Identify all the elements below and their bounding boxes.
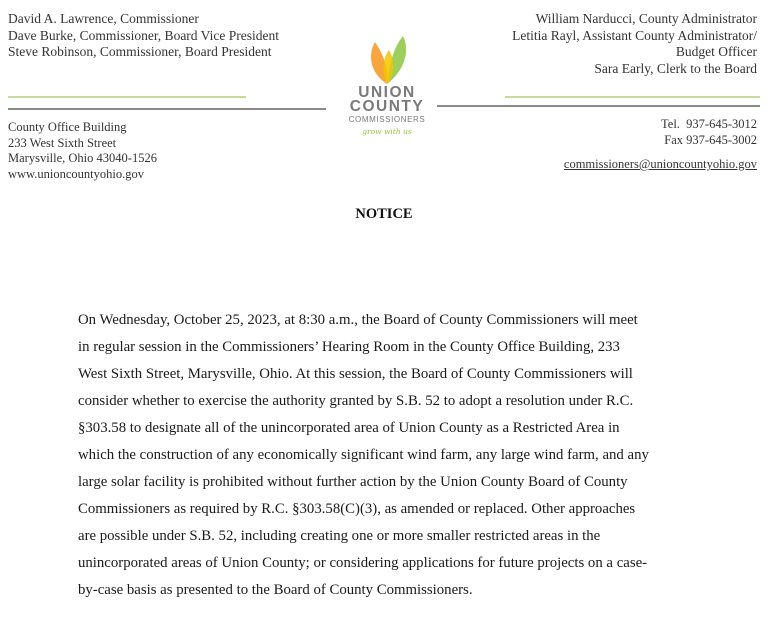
leaf-icon xyxy=(359,30,415,86)
logo-line-union: UNION xyxy=(358,84,416,101)
website-link[interactable]: www.unioncountyohio.gov xyxy=(8,166,144,181)
notice-line: unincorporated areas of Union County; or considering applications for future projects on a case- xyxy=(78,555,648,571)
commissioner-name: David A. Lawrence, Commissioner xyxy=(8,11,199,26)
notice-line: large solar facility is prohibited without further action by the Union County Board of County xyxy=(78,474,628,490)
commissioner-name: Dave Burke, Commissioner, Board Vice President xyxy=(8,27,279,43)
divider-dark-right xyxy=(437,105,760,107)
notice-title: NOTICE xyxy=(355,206,413,222)
divider-dark-left xyxy=(8,108,326,110)
logo-line-county: COUNTY xyxy=(349,98,425,115)
admin-name: William Narducci, County Administrator xyxy=(535,11,757,26)
commissioners-list xyxy=(8,11,279,61)
divider-green-right xyxy=(505,96,760,98)
notice-line: which the construction of any economically significant wind farm, any large wind farm, and any xyxy=(78,447,649,463)
commissioner-name: Steve Robinson, Commissioner, Board President xyxy=(8,44,272,59)
administration-list xyxy=(512,11,757,77)
notice-line: consider whether to exercise the authority granted by S.B. 52 to adopt a resolution under R.C. xyxy=(78,393,634,409)
logo-tagline: grow with us xyxy=(362,127,412,136)
admin-name: Budget Officer xyxy=(675,44,757,59)
office-address xyxy=(8,120,157,182)
email-link[interactable]: commissioners@unioncountyohio.gov xyxy=(563,157,757,171)
notice-line: in regular session in the Commissioners’ Hearing Room in the County Office Building, 233 xyxy=(78,339,620,355)
address-line: County Office Building xyxy=(8,120,127,134)
notice-body xyxy=(78,307,698,604)
notice-line: by-case basis as presented to the Board of County Commissioners. xyxy=(78,582,473,598)
fax: Fax 937-645-3002 xyxy=(664,132,757,147)
phone-fax xyxy=(661,117,757,148)
address-line: 233 West Sixth Street xyxy=(8,135,117,150)
address-line: Marysville, Ohio 43040-1526 xyxy=(8,151,157,165)
notice-line: are possible under S.B. 52, including creating one or more smaller restricted areas in the xyxy=(78,528,601,544)
notice-line: §303.58 to designate all of the unincorporated area of Union County as a Restricted Area in xyxy=(78,420,620,436)
notice-line: West Sixth Street, Marysville, Ohio. At this session, the Board of County Commissioners will xyxy=(78,366,633,382)
union-county-logo xyxy=(332,30,442,145)
notice-line: On Wednesday, October 25, 2023, at 8:30 a.m., the Board of County Commissioners will meet xyxy=(78,312,638,328)
admin-name: Letitia Rayl, Assistant County Administrator/ xyxy=(512,27,757,43)
telephone: Tel. 937-645-3012 xyxy=(661,117,757,131)
logo-subtitle: COMMISSIONERS xyxy=(348,115,426,124)
admin-name: Sara Early, Clerk to the Board xyxy=(594,60,757,76)
divider-green-left xyxy=(8,96,246,98)
notice-line: Commissioners as required by R.C. §303.58(C)(3), as amended or replaced. Other approaches xyxy=(78,501,636,517)
